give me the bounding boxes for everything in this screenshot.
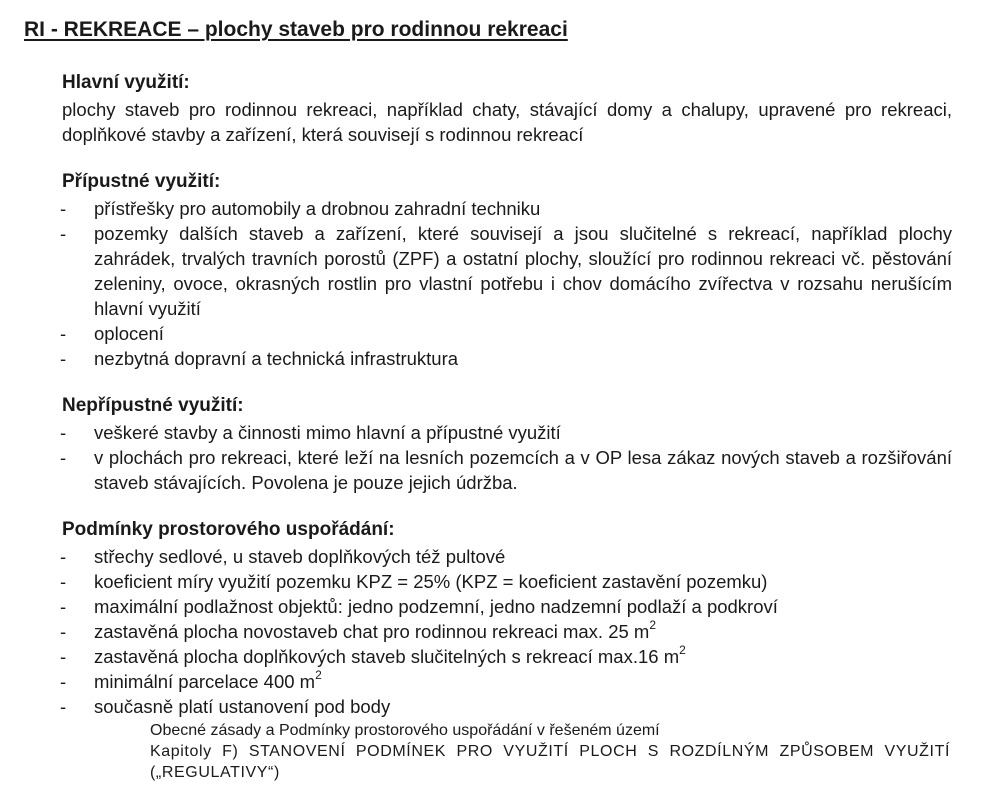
permitted-use-list — [62, 196, 952, 371]
dash-bullet: - — [60, 422, 67, 443]
main-use-text: plochy staveb pro rodinnou rekreaci, například chaty, stávající domy a chalupy, upravené pro rekreaci, doplňkové stavby a zařízení, která souvisejí s rodinnou rekreací — [62, 99, 952, 145]
list-item-text: veškeré stavby a činnosti mimo hlavní a přípustné využití — [94, 422, 561, 443]
section-heading-main-use: Hlavní využití: — [62, 72, 190, 93]
section-heading-prohibited-use: Nepřípustné využití: — [62, 395, 244, 416]
list-item-text: pozemky dalších staveb a zařízení, které souvisejí a jsou slučitelné s rekreací, například plochy zahrádek, trvalých travních porostů (ZPF) a ostatní plochy, sloužící pro rodinnou rekreaci vč. pěstování zeleniny, ovoce, okrasných rostlin pro vlastní potřebu i chov domácího zvířectva v rozsahu nerušícím hlavní využití — [94, 223, 952, 319]
reference-note-line-1: Obecné zásady a Podmínky prostorového uspořádání v řešeném území — [150, 722, 660, 739]
list-item — [62, 569, 952, 594]
list-item-text: současně platí ustanovení pod body — [94, 696, 391, 717]
list-item-text: minimální parcelace 400 m — [94, 671, 316, 692]
list-item-text: zastavěná plocha doplňkových staveb slučitelných s rekreací max.16 m — [94, 646, 680, 667]
prohibited-use-list — [62, 420, 952, 495]
dash-bullet: - — [60, 348, 67, 369]
superscript: 2 — [679, 642, 686, 657]
dash-bullet: - — [60, 323, 67, 344]
dash-bullet: - — [60, 447, 67, 468]
reference-note — [150, 720, 950, 783]
dash-bullet: - — [60, 571, 67, 592]
section-heading-spatial-conditions: Podmínky prostorového uspořádání: — [62, 519, 395, 540]
list-item-text: oplocení — [94, 323, 164, 344]
dash-bullet: - — [60, 696, 67, 717]
list-item — [62, 669, 952, 694]
list-item-text: koeficient míry využití pozemku KPZ = 25% (KPZ = koeficient zastavění pozemku) — [94, 571, 768, 592]
superscript: 2 — [649, 617, 657, 632]
list-item — [62, 196, 952, 221]
dash-bullet: - — [60, 223, 67, 244]
list-item — [62, 346, 952, 371]
list-item — [62, 221, 952, 321]
list-item-text: maximální podlažnost objektů: jedno podzemní, jedno nadzemní podlaží a podkroví — [94, 596, 778, 617]
list-item — [62, 644, 952, 669]
dash-bullet: - — [60, 621, 67, 642]
dash-bullet: - — [60, 546, 67, 567]
list-item — [62, 594, 952, 619]
list-item — [62, 694, 952, 719]
list-item — [62, 445, 952, 495]
section-spatial-conditions — [62, 517, 952, 783]
section-heading-permitted-use: Přípustné využití: — [62, 171, 221, 192]
list-item-text: střechy sedlové, u staveb doplňkových též pultové — [94, 546, 506, 567]
list-item-text: v plochách pro rekreaci, které leží na lesních pozemcích a v OP lesa zákaz nových staveb a rozšiřování staveb stávajících. Povolena je pouze jejich údržba. — [94, 447, 952, 493]
document-body — [62, 70, 952, 783]
dash-bullet: - — [60, 646, 67, 667]
section-permitted-use — [62, 169, 952, 371]
list-item — [62, 544, 952, 569]
dash-bullet: - — [60, 198, 67, 219]
list-item-text: přístřešky pro automobily a drobnou zahradní techniku — [94, 198, 541, 219]
list-item — [62, 420, 952, 445]
section-prohibited-use — [62, 393, 952, 495]
superscript: 2 — [315, 667, 322, 682]
list-item-text: nezbytná dopravní a technická infrastruktura — [94, 348, 459, 369]
spatial-conditions-list — [62, 544, 952, 719]
list-item — [62, 321, 952, 346]
document-title: RI - REKREACE – plochy staveb pro rodinnou rekreaci — [24, 18, 568, 41]
dash-bullet: - — [60, 671, 67, 692]
dash-bullet: - — [60, 596, 67, 617]
section-main-use — [62, 70, 952, 147]
list-item — [62, 619, 952, 644]
reference-note-line-2: Kapitoly F) STANOVENÍ PODMÍNEK PRO VYUŽITÍ PLOCH S ROZDÍLNÝM ZPŮSOBEM VYUŽITÍ („REGULATIVY“) — [150, 743, 950, 781]
list-item-text: zastavěná plocha novostaveb chat pro rodinnou rekreaci max. 25 m — [94, 621, 650, 642]
